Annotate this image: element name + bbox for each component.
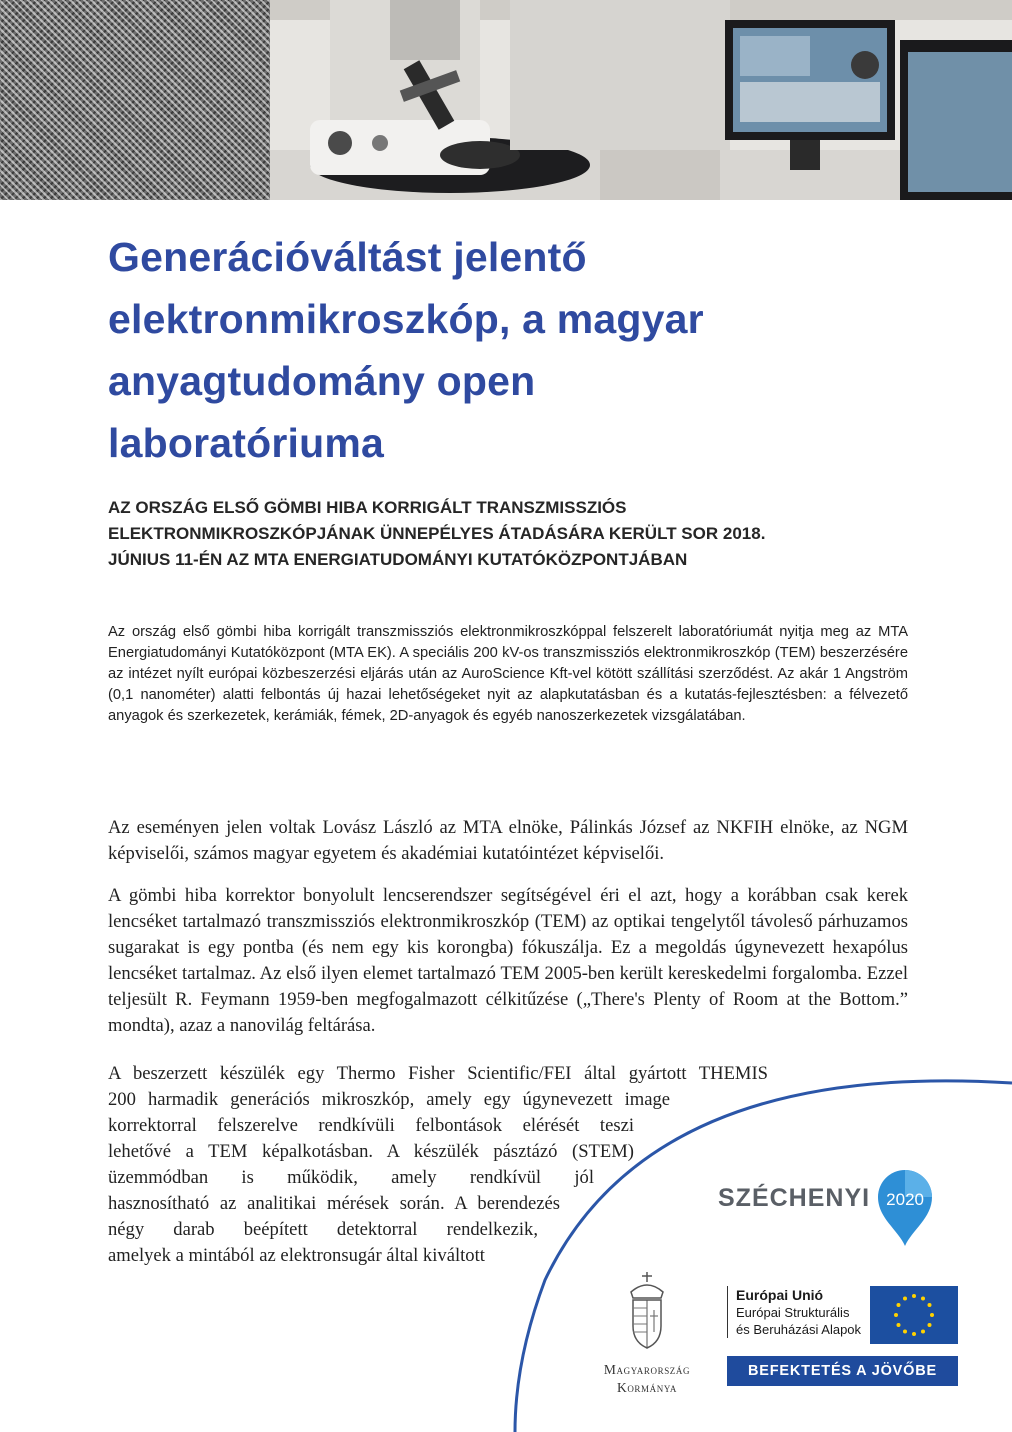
paragraph-line: négy darab beépített detektorral rendelkezik, — [108, 1219, 538, 1240]
header-photo-banner — [0, 0, 1012, 200]
hungarian-government-logo — [592, 1270, 702, 1397]
page-title — [108, 226, 898, 474]
subtitle-line: ELEKTRONMIKROSZKÓPJÁNAK ÜNNEPÉLYES ÁTADÁSÁRA KERÜLT SOR 2018. — [108, 524, 766, 543]
body-paragraph-attendees: Az eseményen jelen voltak Lovász László az MTA elnöke, Pálinkás József az NKFIH elnöke, az NGM képviselői, számos magyar egyetem és akadémiai kutatóintézet képviselői. — [108, 817, 908, 864]
eu-flag-icon — [870, 1286, 958, 1344]
government-name — [592, 1361, 702, 1397]
paragraph-line: korrektorral felszerelve rendkívüli felbontások elérését teszi — [108, 1115, 634, 1136]
microscope-photo — [270, 0, 1012, 200]
subtitle — [108, 495, 908, 573]
invest-banner: BEFEKTETÉS A JÖVŐBE — [727, 1356, 958, 1386]
body-paragraph-device — [108, 1061, 768, 1269]
title-line: laboratóriuma — [108, 420, 384, 466]
paragraph-line: 200 harmadik generációs mikroszkóp, amely egy úgynevezett image — [108, 1089, 670, 1110]
title-line: anyagtudomány open — [108, 358, 536, 404]
paragraph-line: A beszerzett készülék egy Thermo Fisher Scientific/FEI által gyártott THEMIS — [108, 1063, 768, 1084]
title-line: Generációváltást jelentő — [108, 234, 587, 280]
subtitle-line: JÚNIUS 11-ÉN AZ MTA ENERGIATUDOMÁNYI KUTATÓKÖZPONTJÁBAN — [108, 550, 688, 569]
szechenyi-year: 2020 — [886, 1190, 924, 1209]
szechenyi-2020-logo — [718, 1168, 934, 1248]
title-line: elektronmikroszkóp, a magyar — [108, 296, 704, 342]
paragraph-line: lehetővé a TEM képalkotásban. A készülék pásztázó (STEM) — [108, 1141, 634, 1162]
hungarian-coat-of-arms — [623, 1270, 671, 1352]
eu-line-3: és Beruházási Alapok — [736, 1322, 862, 1337]
subtitle-line: AZ ORSZÁG ELSŐ GÖMBI HIBA KORRIGÁLT TRANSZMISSZIÓS — [108, 498, 627, 517]
eu-line-1: Európai Unió — [736, 1287, 824, 1303]
eu-line-2: Európai Strukturális — [736, 1305, 850, 1320]
body-paragraph-corrector: A gömbi hiba korrektor bonyolult lencserendszer segítségével éri el azt, hogy a korábban csak kerek lencséket tartalmazó transzmissziós elektronmikroszkóp (TEM) az optikai tengelytől távoleső párhuzamos sugarakat is egy pontba (és nem egy kis korongba) fókuszálja. Ez a megoldás úgynevezett hexapólus lencséket tartalmaz. Az első ilyen elemet tartalmazó TEM 2005-ben került kereskedelmi forgalomba. Ezzel teljesült R. Feymann 1959-ben megfogalmazott célkitűzése („There's Plenty of Room at the Bottom.” mondta), azaz a nanovilág feltárása. — [108, 885, 908, 1036]
paragraph-line: hasznosítható az analitikai mérések során. A berendezés — [108, 1193, 560, 1214]
eu-funds-logo — [727, 1286, 957, 1346]
lead-paragraph: Az ország első gömbi hiba korrigált transzmissziós elektronmikroszkóppal felszerelt laboratóriumát nyitja meg az MTA Energiatudományi Kutatóközpont (MTA EK). A speciális 200 kV-os transzmissziós elektronmikroszkóp (TEM) beszerzésére az intézet nyílt európai közbeszerzési eljárás után az AuroScience Kft-vel kötött szállítási szerződést. Az akár 1 Angström (0,1 nanométer) alatti felbontás új hazai lehetőségeket nyit az alapkutatásban és a kutatás-fejlesztésben: a félvezető anyagok és szerkezetek, kerámiák, fémek, 2D-anyagok és egyéb nanoszerkezetek vizsgálatában. — [108, 624, 908, 724]
szechenyi-pin-icon — [876, 1168, 934, 1248]
paragraph-line: amelyek a mintából az elektronsugár által kiváltott — [108, 1245, 485, 1266]
government-line-1: Magyarország — [603, 1362, 691, 1377]
paragraph-line: üzemmódban is működik, amely rendkívül jól — [108, 1167, 594, 1188]
halftone-pattern — [0, 0, 270, 200]
szechenyi-name: SZÉCHENYI — [718, 1184, 871, 1212]
government-line-2: Kormánya — [616, 1380, 678, 1395]
